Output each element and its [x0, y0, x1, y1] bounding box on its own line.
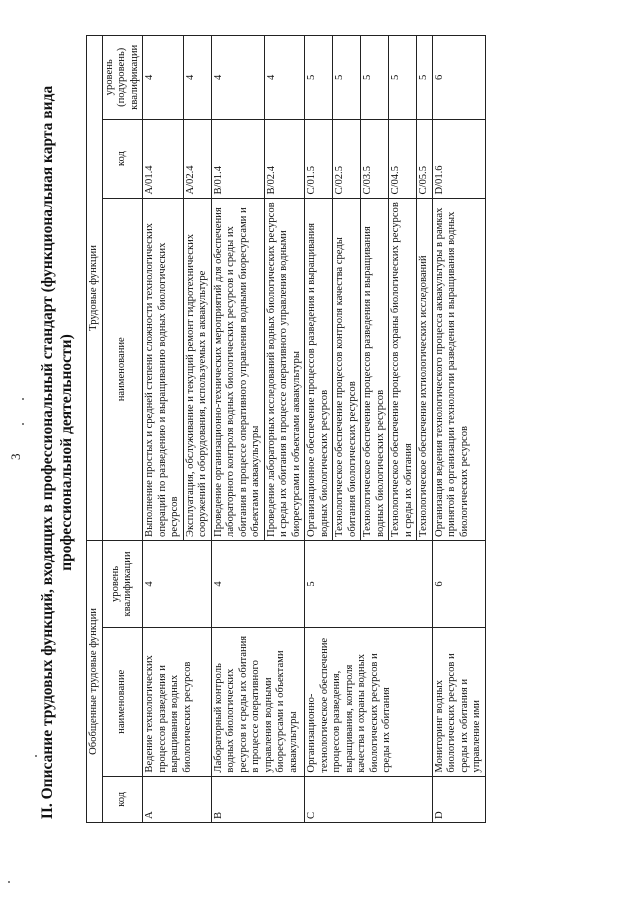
gf-code: C — [305, 776, 433, 822]
col-name-header: наименование — [102, 628, 143, 777]
scan-speck — [8, 881, 10, 883]
tf-code: C/05.5 — [417, 119, 433, 198]
tf-level: 4 — [143, 36, 184, 120]
tf-code: A/01.4 — [143, 119, 184, 198]
gf-level: 6 — [432, 540, 485, 627]
table-row — [432, 36, 485, 823]
tf-name: Выполнение простых и средней степени сложности технологических операций по разведению и выращиванию водных биологических ресурсов — [143, 198, 184, 540]
tf-level: 5 — [305, 36, 333, 120]
tf-name: Проведение организационно-технических мероприятий для обеспечения лабораторного контроля водных биологических ресурсов и среды их обитания в процессе оперативного управления водными биоресурсами и объектами аквакультуры — [211, 198, 264, 540]
tf-level: 5 — [333, 36, 361, 120]
tf-level: 4 — [183, 36, 211, 120]
col-code-header: код — [102, 776, 143, 822]
tf-name: Технологическое обеспечение процессов разведения и выращивания водных биологических ресурсов — [361, 198, 389, 540]
functional-map-table — [86, 35, 486, 823]
tf-name: Технологическое обеспечение процессов контроля качества среды обитания биологических ресурсов — [333, 198, 361, 540]
tf-name: Технологическое обеспечение ихтиологических исследований — [417, 198, 433, 540]
gf-code: D — [432, 776, 485, 822]
title-line-1: II. Описание трудовых функций, входящих в профессиональный стандарт (функциональная карта вида — [39, 85, 56, 820]
gf-name: Лабораторный контроль водных биологических ресурсов и среды их обитания в процессе оперативного управления водными биоресурсами и объектами аквакультуры — [211, 628, 305, 777]
scan-speck — [22, 423, 24, 425]
page-number: 3 — [8, 453, 23, 460]
tf-level: 4 — [211, 36, 264, 120]
gf-code: B — [211, 776, 305, 822]
tf-level: 5 — [389, 36, 417, 120]
scan-speck — [22, 398, 24, 400]
generalized-functions-header: Обобщенные трудовые функции — [87, 540, 103, 822]
tf-level: 4 — [264, 36, 305, 120]
tf-code: D/01.6 — [432, 119, 485, 198]
gf-level: 4 — [211, 540, 305, 627]
section-title — [38, 20, 76, 885]
tf-level: 6 — [432, 36, 485, 120]
col-tf-name-header: наименование — [102, 198, 143, 540]
tf-name: Эксплуатация, обслуживание и текущий ремонт гидротехнических сооружений и оборудования, используемых в аквакультуре — [183, 198, 211, 540]
tf-code: B/02.4 — [264, 119, 305, 198]
table-header — [87, 36, 143, 823]
col-level-header: уровень квалификации — [102, 540, 143, 627]
table-row — [143, 36, 184, 823]
labor-functions-header: Трудовые функции — [87, 36, 103, 541]
gf-code: A — [143, 776, 212, 822]
gf-level: 4 — [143, 540, 212, 627]
gf-name: Мониторинг водных биологических ресурсов и среды их обитания и управление ими — [432, 628, 485, 777]
col-tf-level-header: уровень (подуровень) квалификации — [102, 36, 143, 120]
gf-name: Ведение технологических процессов разведения и выращивания водных биологических ресурсов — [143, 628, 212, 777]
table-row — [305, 36, 333, 823]
tf-name: Проведение лабораторных исследований водных биологических ресурсов и среды их обитания в процессе оперативного управления водными биоресурсами и объектами аквакультуры — [264, 198, 305, 540]
tf-code: C/04.5 — [389, 119, 417, 198]
tf-level: 5 — [361, 36, 389, 120]
table-row — [211, 36, 264, 823]
table-body — [143, 36, 486, 823]
gf-name: Организационно-технологическое обеспечение процессов разведения, выращивания, контроля качества и охраны водных биологических ресурсов и среды их обитания — [305, 628, 433, 777]
tf-code: C/01.5 — [305, 119, 333, 198]
scan-speck — [35, 755, 37, 757]
gf-level: 5 — [305, 540, 433, 627]
col-tf-code-header: код — [102, 119, 143, 198]
tf-code: C/03.5 — [361, 119, 389, 198]
tf-code: B/01.4 — [211, 119, 264, 198]
tf-level: 5 — [417, 36, 433, 120]
tf-name: Организация ведения технологического процесса аквакультуры в рамках принятой в организации технологии разведения и выращивания водных биологических ресурсов — [432, 198, 485, 540]
tf-name: Технологическое обеспечение процессов охраны биологических ресурсов и среды их обитания — [389, 198, 417, 540]
tf-code: C/02.5 — [333, 119, 361, 198]
tf-name: Организационное обеспечение процессов разведения и выращивания водных биологических ресурсов — [305, 198, 333, 540]
title-line-2: профессиональной деятельности) — [58, 334, 75, 571]
tf-code: A/02.4 — [183, 119, 211, 198]
